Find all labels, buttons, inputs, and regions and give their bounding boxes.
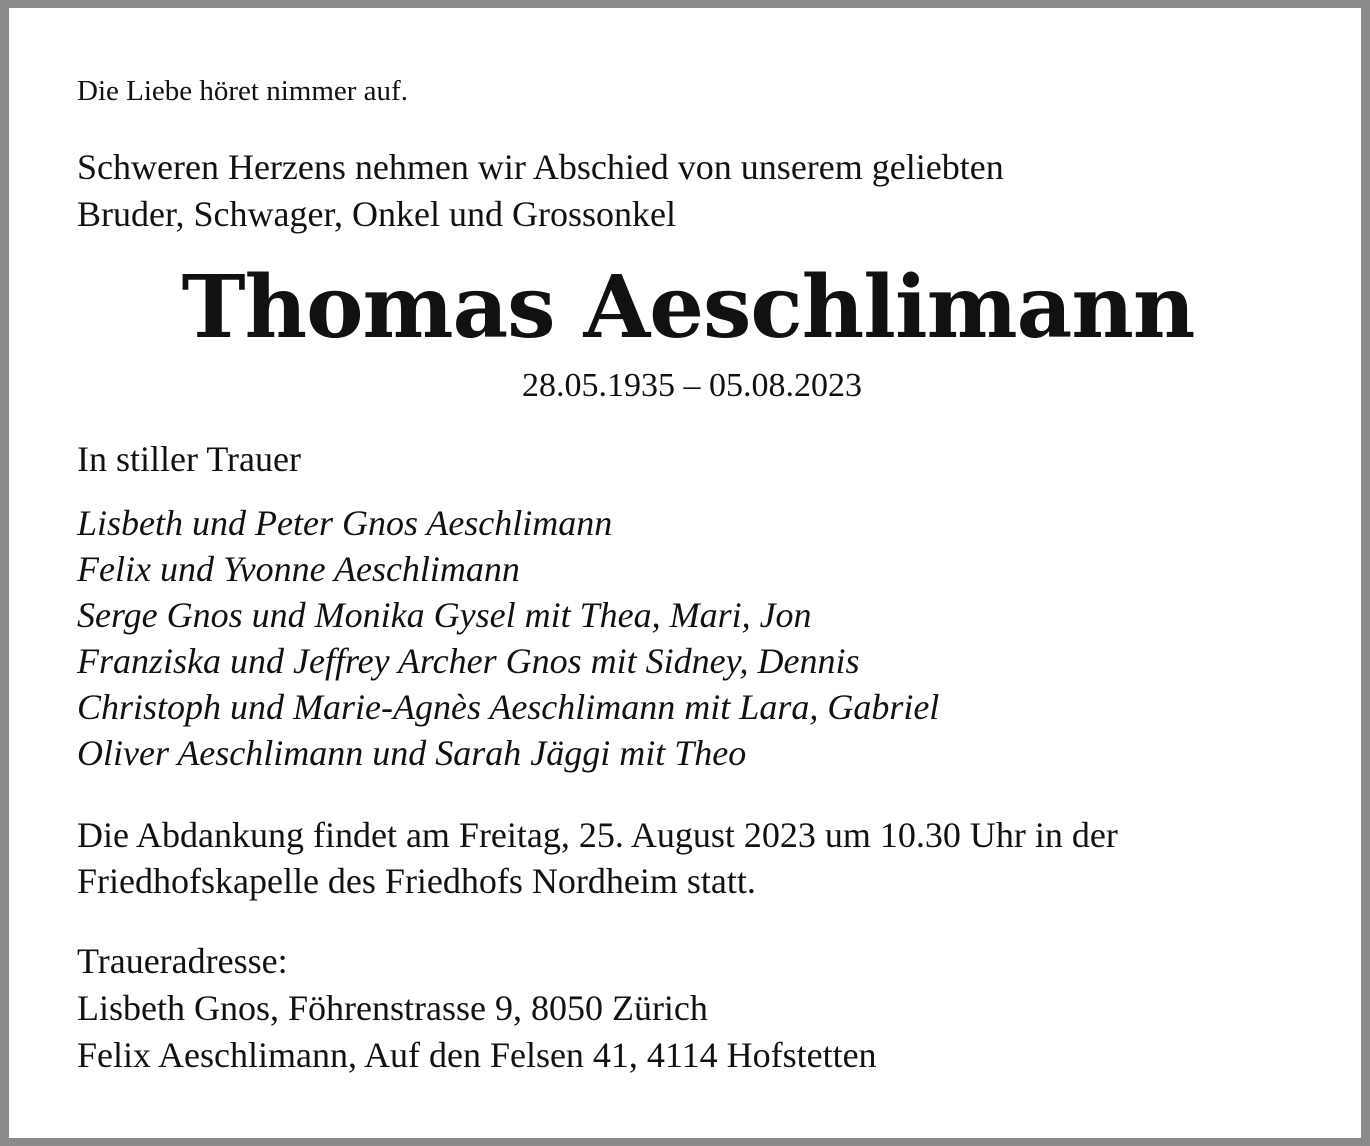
intro-line-2: Bruder, Schwager, Onkel und Grossonkel	[77, 194, 676, 234]
mourning-address	[77, 938, 1307, 1079]
intro-line-1: Schweren Herzens nehmen wir Abschied von unserem geliebten	[77, 147, 1004, 187]
ceremony-info	[77, 812, 1307, 904]
motto-text: Die Liebe höret nimmer auf.	[77, 75, 408, 107]
mourning-line: In stiller Trauer	[77, 439, 301, 479]
deceased-name: Thomas Aeschlimann	[181, 257, 1195, 358]
ceremony-line-2: Friedhofskapelle des Friedhofs Nordheim statt.	[77, 861, 756, 901]
ceremony-line-1: Die Abdankung findet am Freitag, 25. August 2023 um 10.30 Uhr in der	[77, 815, 1118, 855]
family-member: Lisbeth und Peter Gnos Aeschlimann	[77, 503, 613, 543]
family-member: Felix und Yvonne Aeschlimann	[77, 549, 520, 589]
address-heading: Traueradresse:	[77, 941, 288, 981]
obituary-content	[77, 70, 1307, 1079]
family-member: Oliver Aeschlimann und Sarah Jäggi mit Theo	[77, 733, 747, 773]
family-member: Christoph und Marie-Agnès Aeschlimann mit Lara, Gabriel	[77, 687, 940, 727]
intro-text	[77, 144, 1307, 238]
family-member: Serge Gnos und Monika Gysel mit Thea, Mari, Jon	[77, 595, 812, 635]
family-list	[77, 500, 1307, 776]
address-line-2: Felix Aeschlimann, Auf den Felsen 41, 4114 Hofstetten	[77, 1035, 877, 1075]
family-member: Franziska und Jeffrey Archer Gnos mit Sidney, Dennis	[77, 641, 860, 681]
life-dates: 28.05.1935 – 05.08.2023	[522, 367, 862, 404]
address-line-1: Lisbeth Gnos, Föhrenstrasse 9, 8050 Zürich	[77, 988, 708, 1028]
